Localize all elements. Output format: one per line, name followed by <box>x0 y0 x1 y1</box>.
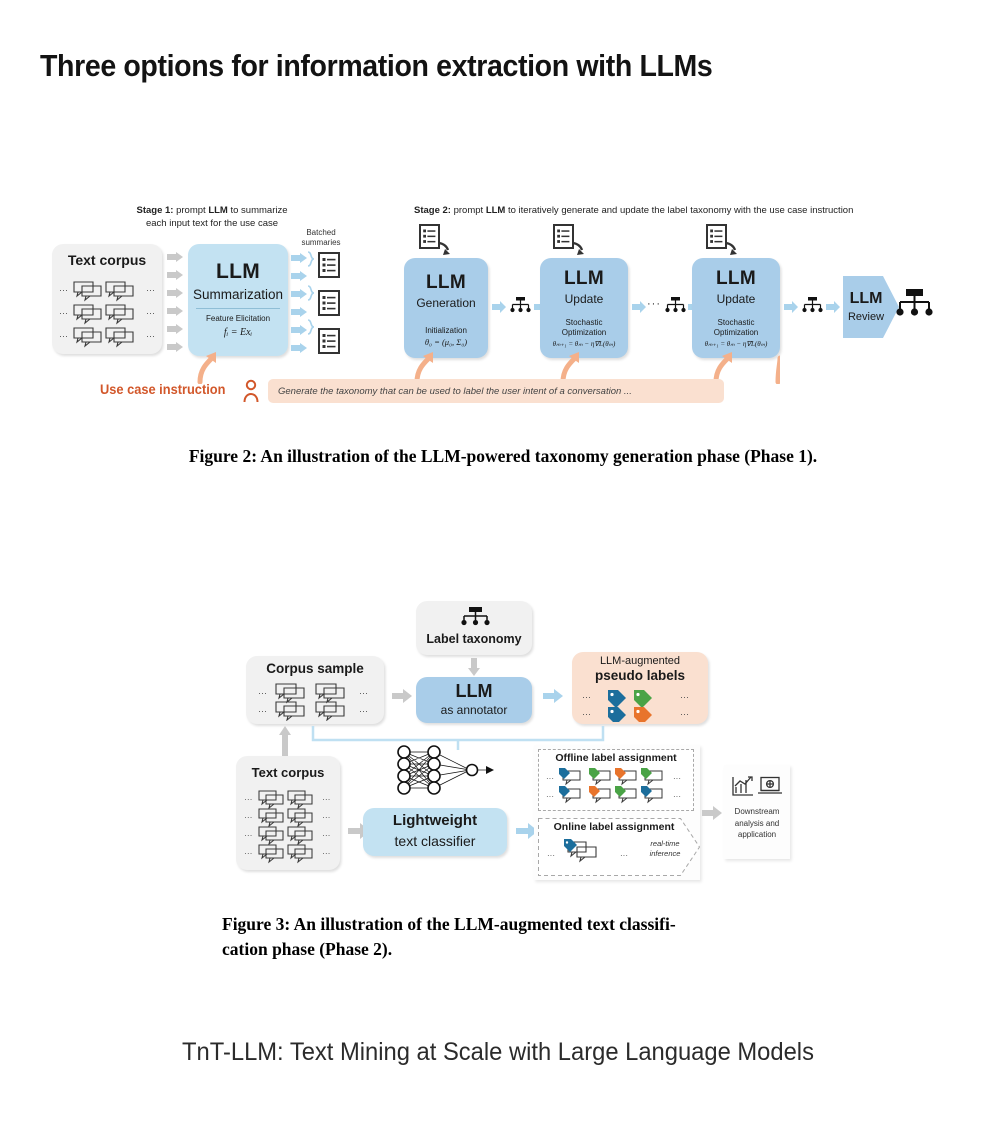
llm-generation-title: LLM <box>426 272 466 293</box>
llm-update-2-title: LLM <box>716 268 756 289</box>
realtime-inference-note <box>636 839 694 859</box>
llm-update-1-formula: θₘ₊₁ = θₘ − η∇L(θₘ) <box>552 340 616 348</box>
svg-text:···: ··· <box>546 774 554 783</box>
figure-3-caption-line2: cation phase (Phase 2). <box>222 939 393 960</box>
neural-network-icon <box>388 742 498 807</box>
online-labeled-bubble <box>546 838 646 875</box>
offline-labeled-bubbles <box>545 768 687 813</box>
svg-text:···: ··· <box>258 688 267 698</box>
svg-text:···: ··· <box>582 692 591 702</box>
llm-summarization-subtitle: Summarization <box>192 287 284 302</box>
svg-text:···: ··· <box>680 692 689 702</box>
downstream-line2: analysis and <box>734 818 780 828</box>
svg-text:···: ··· <box>322 830 331 840</box>
svg-text:···: ··· <box>547 851 555 860</box>
text-corpus-label-fig3: Text corpus <box>251 765 325 780</box>
offline-label-assignment-title: Offline label assignment <box>555 752 677 764</box>
svg-text:···: ··· <box>546 792 554 801</box>
stage-2-label: Stage 2: <box>414 205 451 216</box>
svg-text:···: ··· <box>322 812 331 822</box>
batched-line1: Batched <box>306 228 336 237</box>
figure-2-caption: Figure 2: An illustration of the LLM-powered taxonomy generation phase (Phase 1). <box>188 446 818 466</box>
llm-to-pseudo-arrow <box>543 688 563 709</box>
llm-update-2-note-2: Optimization <box>713 328 759 337</box>
classifier-line2: text classifier <box>394 833 476 849</box>
stage-1-text-c: to summarize <box>227 205 288 216</box>
stage-2-text-c: to iteratively generate and update the label taxonomy with the use case instruction <box>505 205 854 216</box>
downstream-line3: application <box>737 830 777 840</box>
llm-annotator-title: LLM <box>455 681 493 701</box>
svg-text:···: ··· <box>244 794 253 804</box>
svg-text:···: ··· <box>359 706 368 716</box>
use-case-instruction-text: Generate the taxonomy that can be used to label the user intent of a conversation ... <box>278 385 632 397</box>
svg-text:···: ··· <box>620 851 628 860</box>
llm-update-2-note-1: Stochastic <box>717 318 755 327</box>
svg-text:···: ··· <box>582 709 591 719</box>
text-corpus-label: Text corpus <box>67 252 147 268</box>
svg-text:···: ··· <box>244 812 253 822</box>
svg-text:···: ··· <box>244 848 253 858</box>
svg-text:···: ··· <box>59 285 68 295</box>
pseudo-label-tags <box>580 688 700 727</box>
svg-text:···: ··· <box>673 774 681 783</box>
llm-update-1-subtitle: Update <box>564 292 604 306</box>
corpus-sample-bubbles <box>256 681 374 726</box>
svg-text:···: ··· <box>146 308 155 318</box>
svg-text:···: ··· <box>673 792 681 801</box>
llm-update-2-formula: θₘ₊₁ = θₘ − η∇L(θₘ) <box>704 340 768 348</box>
pseudo-labels-line2: pseudo labels <box>594 668 686 683</box>
figure-3-caption <box>222 912 802 963</box>
corpus-sample-label: Corpus sample <box>266 661 364 676</box>
svg-text:···: ··· <box>258 706 267 716</box>
classifier-line1: Lightweight <box>392 812 478 829</box>
llm-update-1-title: LLM <box>564 268 604 289</box>
llm-summarization-title: LLM <box>215 260 261 283</box>
corpus-sample-to-llm-arrow <box>392 688 412 709</box>
svg-text:···: ··· <box>146 285 155 295</box>
text-corpus-bubbles-fig3 <box>243 789 335 870</box>
llm-review-subtitle: Review <box>847 311 885 323</box>
label-taxonomy-icon <box>458 606 492 635</box>
page-title: Three options for information extraction with LLMs <box>40 48 713 83</box>
use-case-instruction-label: Use case instruction <box>100 382 226 397</box>
bar-chart-icon <box>731 775 755 802</box>
llm-generation-note: Initialization <box>425 326 467 335</box>
stage-2-text-a: prompt <box>450 205 486 216</box>
stage-1-label: Stage 1: <box>136 205 174 216</box>
laptop-icon <box>757 776 783 801</box>
footer-title: TnT-LLM: Text Mining at Scale with Large Language Models <box>182 1038 814 1066</box>
llm-summarization-formula: fᵢ = Exᵢ <box>223 327 253 338</box>
downstream-line1: Downstream <box>734 807 780 816</box>
svg-text:···: ··· <box>322 848 331 858</box>
figure-3-caption-line1: Figure 3: An illustration of the LLM-augmented text classifi- <box>222 914 676 934</box>
llm-update-1-note-1: Stochastic <box>565 318 603 327</box>
downstream-text <box>724 806 790 841</box>
batched-line2: summaries <box>301 238 341 248</box>
svg-text:···: ··· <box>680 709 689 719</box>
pseudo-labels-line1: LLM-augmented <box>599 655 681 667</box>
svg-text:···: ··· <box>59 331 68 341</box>
stage-1-bold-llm: LLM <box>208 205 228 216</box>
svg-text:···: ··· <box>359 688 368 698</box>
chain-ellipsis: ··· <box>647 298 661 310</box>
llm-summarization-note: Feature Elicitation <box>205 314 271 323</box>
realtime-line1: real-time <box>650 839 680 848</box>
svg-text:···: ··· <box>59 308 68 318</box>
assignment-to-downstream-arrow <box>702 805 722 826</box>
llm-annotator-subtitle: as annotator <box>440 703 508 717</box>
stage-1-line2: each input text for the use case <box>145 217 279 229</box>
stage-1-text-a: prompt <box>173 205 209 216</box>
online-label-assignment-title: Online label assignment <box>553 821 675 833</box>
svg-text:···: ··· <box>322 794 331 804</box>
llm-review-title: LLM <box>849 290 883 307</box>
llm-generation-subtitle: Generation <box>416 296 476 310</box>
svg-text:···: ··· <box>244 830 253 840</box>
stage-2-bold-llm: LLM <box>485 205 506 216</box>
llm-update-2-subtitle: Update <box>716 292 756 306</box>
svg-text:···: ··· <box>146 331 155 341</box>
llm-update-1-note-2: Optimization <box>561 328 607 337</box>
realtime-line2: inference <box>649 849 681 859</box>
llm-generation-formula: θ₀ = (μ₀, Σ₀) <box>424 337 468 347</box>
label-taxonomy-label: Label taxonomy <box>426 632 522 646</box>
